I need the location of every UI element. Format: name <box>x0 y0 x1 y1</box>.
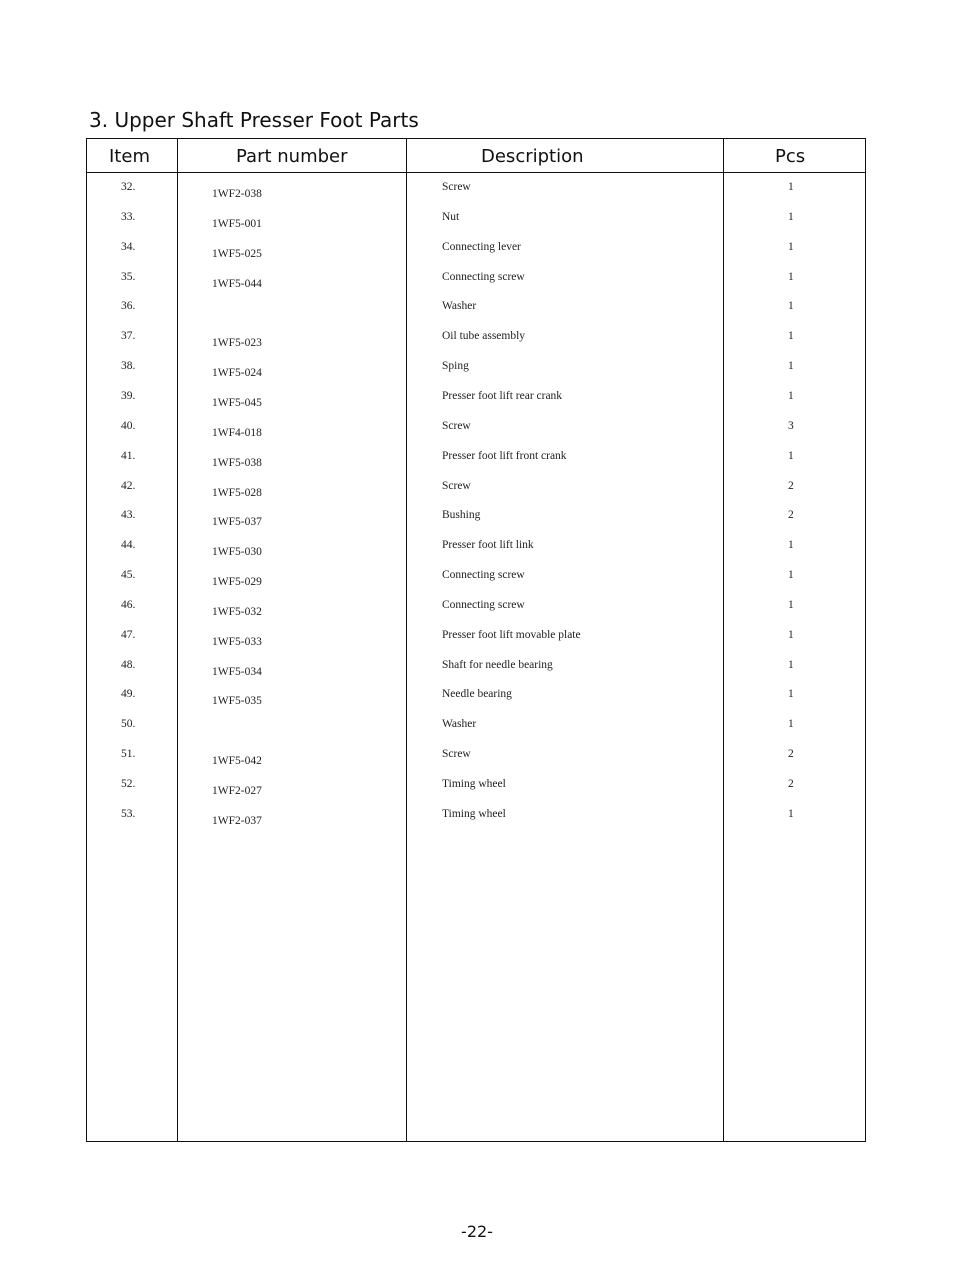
description: Washer <box>442 718 477 731</box>
item-number: 51. <box>121 748 136 761</box>
header-pcs: Pcs <box>775 146 806 167</box>
part-number: 1WF4-018 <box>212 426 262 439</box>
description: Nut <box>442 210 460 223</box>
item-number: 50. <box>121 718 136 731</box>
pcs-count: 1 <box>788 539 794 552</box>
part-number: 1WF5-029 <box>212 576 262 589</box>
item-number: 49. <box>121 688 136 701</box>
table-row <box>87 450 865 480</box>
part-number: 1WF5-034 <box>212 665 262 678</box>
part-number: 1WF5-032 <box>212 605 262 618</box>
description: Presser foot lift rear crank <box>442 389 563 402</box>
pcs-count: 1 <box>788 658 794 671</box>
table-row <box>87 480 865 510</box>
table-row <box>87 688 865 718</box>
description: Presser foot lift front crank <box>442 449 567 462</box>
item-number: 40. <box>121 419 136 432</box>
pcs-count: 1 <box>788 300 794 313</box>
description: Presser foot lift movable plate <box>442 628 581 641</box>
description: Screw <box>442 748 471 761</box>
part-number: 1WF5-030 <box>212 546 262 559</box>
item-number: 32. <box>121 181 136 193</box>
item-number: 46. <box>121 598 136 611</box>
part-number: 1WF2-038 <box>212 188 262 200</box>
description: Timing wheel <box>442 807 506 820</box>
description: Needle bearing <box>442 688 512 701</box>
description: Connecting screw <box>442 270 525 283</box>
pcs-count: 2 <box>788 778 794 790</box>
part-number: 1WF5-037 <box>212 516 262 529</box>
header-part-number: Part number <box>236 146 348 167</box>
table-row <box>87 778 865 808</box>
table-row <box>87 300 865 330</box>
table-row <box>87 390 865 420</box>
description: Timing wheel <box>442 778 506 790</box>
item-number: 44. <box>121 539 136 552</box>
pcs-count: 1 <box>788 569 794 582</box>
table-row <box>87 629 865 659</box>
part-number: 1WF5-028 <box>212 486 262 499</box>
part-number: 1WF5-025 <box>212 247 262 260</box>
table-row <box>87 211 865 241</box>
description: Screw <box>442 181 471 193</box>
part-number: 1WF5-045 <box>212 396 262 409</box>
pcs-count: 1 <box>788 240 794 253</box>
part-number: 1WF2-037 <box>212 814 262 827</box>
item-number: 36. <box>121 300 136 313</box>
part-number: 1WF2-027 <box>212 785 262 797</box>
table-row <box>87 808 865 838</box>
part-number: 1WF5-023 <box>212 337 262 350</box>
header-divider <box>87 172 865 173</box>
item-number: 37. <box>121 330 136 343</box>
table-row <box>87 748 865 778</box>
page-number: -22- <box>461 1222 493 1241</box>
table-row <box>87 509 865 539</box>
pcs-count: 1 <box>788 181 794 193</box>
pcs-count: 1 <box>788 330 794 343</box>
table-row <box>87 181 865 211</box>
table-row <box>87 539 865 569</box>
pcs-count: 1 <box>788 807 794 820</box>
item-number: 34. <box>121 240 136 253</box>
table-row <box>87 569 865 599</box>
item-number: 43. <box>121 509 136 522</box>
item-number: 35. <box>121 270 136 283</box>
pcs-count: 1 <box>788 360 794 373</box>
item-number: 47. <box>121 628 136 641</box>
description: Presser foot lift link <box>442 539 534 552</box>
pcs-count: 2 <box>788 748 794 761</box>
parts-table <box>86 138 866 1142</box>
description: Screw <box>442 479 471 492</box>
part-number: 1WF5-035 <box>212 695 262 708</box>
description: Washer <box>442 300 477 313</box>
table-row <box>87 330 865 360</box>
pcs-count: 1 <box>788 718 794 731</box>
page-title: 3. Upper Shaft Presser Foot Parts <box>89 108 419 132</box>
item-number: 48. <box>121 658 136 671</box>
table-row <box>87 659 865 689</box>
item-number: 39. <box>121 389 136 402</box>
pcs-count: 1 <box>788 210 794 223</box>
pcs-count: 1 <box>788 389 794 402</box>
description: Connecting lever <box>442 240 521 253</box>
pcs-count: 1 <box>788 270 794 283</box>
table-row <box>87 271 865 301</box>
item-number: 52. <box>121 778 136 790</box>
description: Shaft for needle bearing <box>442 658 553 671</box>
item-number: 45. <box>121 569 136 582</box>
item-number: 33. <box>121 210 136 223</box>
pcs-count: 1 <box>788 628 794 641</box>
description: Connecting screw <box>442 569 525 582</box>
item-number: 41. <box>121 449 136 462</box>
table-row <box>87 360 865 390</box>
table-row <box>87 718 865 748</box>
pcs-count: 3 <box>788 419 794 432</box>
description: Sping <box>442 360 469 373</box>
table-row <box>87 241 865 271</box>
table-row <box>87 420 865 450</box>
pcs-count: 2 <box>788 479 794 492</box>
pcs-count: 1 <box>788 449 794 462</box>
description: Bushing <box>442 509 481 522</box>
item-number: 53. <box>121 807 136 820</box>
part-number: 1WF5-042 <box>212 755 262 768</box>
description: Oil tube assembly <box>442 330 526 343</box>
item-number: 38. <box>121 360 136 373</box>
item-number: 42. <box>121 479 136 492</box>
pcs-count: 1 <box>788 688 794 701</box>
part-number: 1WF5-024 <box>212 367 262 380</box>
header-item: Item <box>109 146 150 167</box>
part-number: 1WF5-044 <box>212 277 262 290</box>
table-row <box>87 599 865 629</box>
part-number: 1WF5-033 <box>212 635 262 648</box>
part-number: 1WF5-038 <box>212 456 262 469</box>
description: Screw <box>442 419 471 432</box>
pcs-count: 2 <box>788 509 794 522</box>
pcs-count: 1 <box>788 598 794 611</box>
description: Connecting screw <box>442 598 525 611</box>
part-number: 1WF5-001 <box>212 217 262 230</box>
header-description: Description <box>481 146 584 167</box>
